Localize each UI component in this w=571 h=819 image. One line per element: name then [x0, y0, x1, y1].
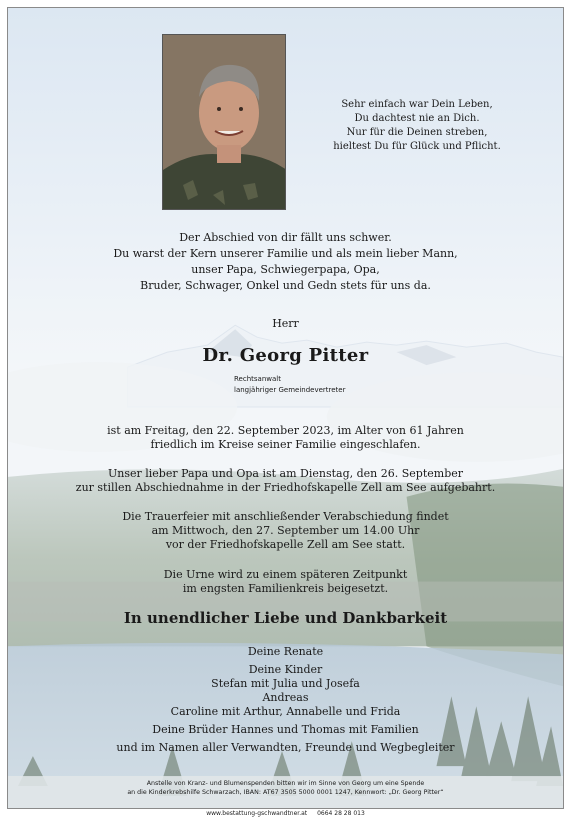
- closing-line: In unendlicher Liebe und Dankbarkeit: [123, 609, 448, 627]
- signature-line: Andreas: [262, 691, 309, 704]
- title-line: langjähriger Gemeindevertreter: [234, 386, 346, 394]
- obituary-card: [7, 7, 564, 809]
- death-notice: [8, 424, 563, 452]
- ceremony-line: vor der Friedhofskapelle Zell am See statt.: [165, 538, 406, 551]
- footer: [0, 810, 571, 817]
- death-notice-line: ist am Freitag, den 22. September 2023, im Alter von 61 Jahren: [107, 424, 464, 437]
- ceremony-line: Die Trauerfeier mit anschließender Verabschiedung findet: [122, 510, 449, 523]
- poem-line: Nur für die Deinen streben,: [346, 127, 488, 138]
- poem: [306, 98, 528, 154]
- poem-line: Sehr einfach war Dein Leben,: [341, 99, 493, 110]
- urn-line: im engsten Familienkreis beigesetzt.: [182, 582, 389, 595]
- portrait-photo: [162, 34, 286, 210]
- urn-notice: [8, 568, 563, 596]
- salutation: Herr: [272, 317, 299, 330]
- donation-line: Anstelle von Kranz- und Blumenspenden bitten wir im Sinne von Georg um eine Spende: [146, 780, 425, 787]
- viewing-line: zur stillen Abschiednahme in der Friedhofskapelle Zell am See aufgebahrt.: [75, 481, 496, 494]
- viewing-notice: [8, 467, 563, 495]
- deceased-titles: [8, 374, 563, 396]
- footer-phone: 0664 28 28 013: [317, 810, 365, 817]
- intro-line: Bruder, Schwager, Onkel und Gedn stets für uns da.: [140, 279, 431, 292]
- deceased-name: Dr. Georg Pitter: [202, 345, 369, 366]
- intro-line: Der Abschied von dir fällt uns schwer.: [179, 231, 392, 244]
- ceremony-line: am Mittwoch, den 27. September um 14.00 Uhr: [151, 524, 420, 537]
- poem-line: Du dachtest nie an Dich.: [354, 113, 480, 124]
- ceremony-notice: [8, 510, 563, 552]
- signatures: [8, 645, 563, 755]
- death-notice-line: friedlich im Kreise seiner Familie eingeschlafen.: [150, 438, 421, 451]
- viewing-line: Unser lieber Papa und Opa ist am Dienstag, den 26. September: [107, 467, 464, 480]
- donation-note: [8, 779, 563, 797]
- intro-paragraph: [8, 230, 563, 294]
- signature-line: Caroline mit Arthur, Annabelle und Frida: [170, 705, 401, 718]
- intro-line: unser Papa, Schwiegerpapa, Opa,: [191, 263, 380, 276]
- poem-line: hieltest Du für Glück und Pflicht.: [333, 141, 501, 152]
- donation-line: an die Kinderkrebshilfe Schwarzach, IBAN: AT67 3505 5000 0001 1247, Kennwort: „Dr. Georg Pitter“: [127, 789, 444, 796]
- signature-line: Stefan mit Julia und Josefa: [211, 677, 360, 690]
- intro-line: Du warst der Kern unserer Familie und als mein lieber Mann,: [113, 247, 458, 260]
- footer-website: www.bestattung-gschwandtner.at: [206, 810, 308, 817]
- signature-line: und im Namen aller Verwandten, Freunde und Wegbegleiter: [116, 741, 455, 754]
- urn-line: Die Urne wird zu einem späteren Zeitpunkt: [163, 568, 408, 581]
- title-line: Rechtsanwalt: [234, 375, 281, 383]
- signature-line: Deine Kinder: [248, 663, 323, 676]
- signature-line: Deine Renate: [247, 645, 324, 658]
- signature-line: Deine Brüder Hannes und Thomas mit Familien: [152, 723, 419, 736]
